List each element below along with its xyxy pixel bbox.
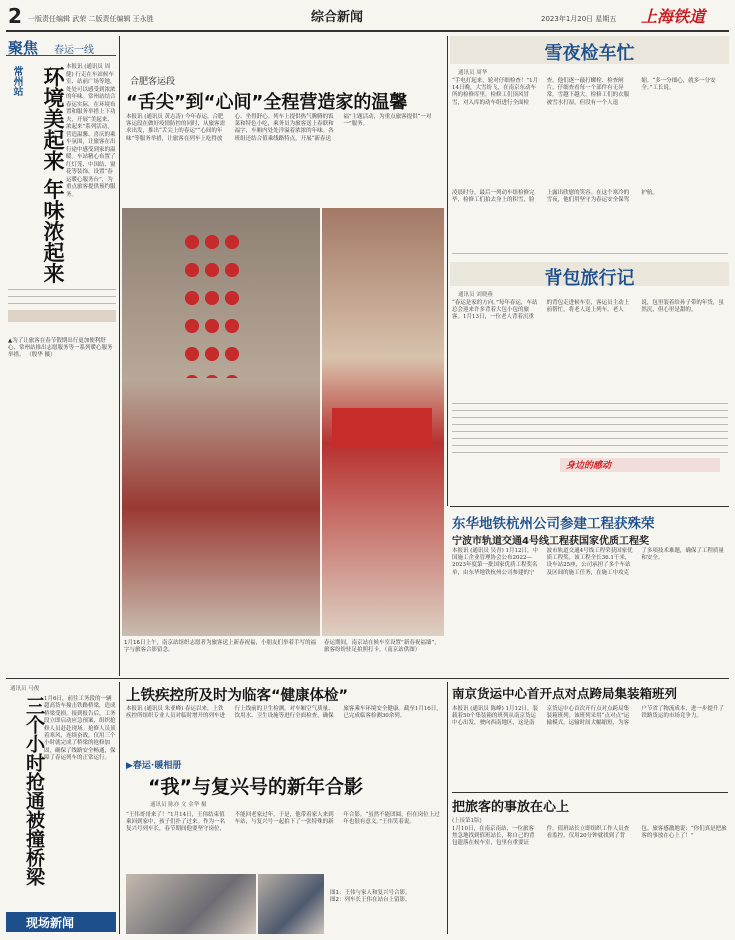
- snow-body-filler: [452, 250, 728, 256]
- backpack-body-filler: [452, 400, 728, 456]
- focus-label: 聚焦: [8, 39, 39, 57]
- page-header: [6, 4, 729, 28]
- backpack-byline: 通讯员 刘晓燕: [458, 292, 493, 298]
- focus-sublabel: 春运一线: [54, 45, 94, 56]
- lantern-decoration: [182, 228, 242, 378]
- header-date: 2023年1月20日 星期五: [541, 15, 617, 23]
- snow-body: “手电打起来，轮对仔细检查！”1月14日晚，大雪纷飞，在南京东动车所的检修库里，检修工们顶风冒雪，对入库的动车组进行全面检查。他们逐一敲打螺栓、检查闸片，仔细查看每一个部件有无异常。雪越下越大，检修工们的衣服被雪水打湿，但没有一个人退缩。“多一分细心，就多一分安全。”工长说。: [452, 78, 716, 106]
- snow-headline: 雪夜检车忙: [450, 36, 729, 64]
- snow-body-2: 凌晨时分，最后一列动车组检修完毕，检修工们拍去身上的积雪，脸上露出欣慰的笑容。在这个寒冷的雪夜，他们用坚守为春运安全保驾护航。: [452, 190, 658, 204]
- warm-byline: (上接第1版): [452, 818, 482, 824]
- column-rule-4: [447, 682, 448, 934]
- nanjing-body: 本报讯 (通讯员 陈峰) 1月12日，装载着50个集装箱的班列从南京货运中心出发，驶向西南地区，这是南京货运中心首次开行点对点跨局集装箱班列。该班列采用“点对点”运输模式，运输时间大幅缩短，为客户节省了物流成本，进一步提升了铁路货运的市场竞争力。: [452, 706, 724, 727]
- photo-caption-left: 1月16日上午，南京站组织志愿者为旅客送上新春祝福，小朋友们举着手写的福字与旅客合影留念。: [124, 640, 317, 653]
- column-rule-1: [119, 36, 120, 676]
- fuxing-kicker: ▶春运·暖相册: [126, 761, 182, 771]
- section-title: 综合新闻: [311, 10, 364, 25]
- field-news-banner: [6, 912, 116, 932]
- photo-caption-right: 春运期间，南京站在候车室设置“新春祝福墙”，旅客纷纷驻足拍照打卡。（南京站供图）: [324, 640, 440, 653]
- east-headline: 东华地铁杭州公司参建工程获殊荣: [452, 516, 655, 532]
- header-rule: [6, 30, 729, 32]
- article1-body: 本报讯 (通讯员 黄志涛) 今年春运，合肥客运段在做好疫情防控的同时，从旅客需求出发，推出“舌尖上的春运”“心间的年味”等服务举措，让旅客在列车上吃得放心、坐得舒心。列车上提供热气腾腾的饭菜和特色小吃，乘务员为旅客送上春联和福字，车厢内处处洋溢着浓浓的年味。各班组还结合值乘线路特点，开展“新春送福”主题活动，为重点旅客提供“一对一”服务。: [126, 114, 432, 142]
- nanjing-rule: [452, 792, 728, 793]
- touching-column-label: 身边的感动: [560, 458, 720, 472]
- focus-banner: [6, 36, 116, 56]
- focus-body: 本报讯 (通讯员 周健) 行走在车站候车室、站前广场等地，处处可以感受到浓浓的年味。常州站结合春运实际，在环境布置和服务举措上下功夫，开展“美起来、浓起来”系列活动，营造温馨、喜庆的乘车氛围，让旅客在出行途中感受到家的温暖。车站精心布置了红灯笼、中国结、窗花等装饰，设置“春运暖心服务台”，为重点旅客提供预约服务。: [66, 64, 116, 198]
- fuxing-caption: 图1：王伟与家人和复兴号合影。 图2：列车长王伟在站台上留影。: [330, 890, 411, 903]
- shangtie-body: 本报讯 (通讯员 朱亚峰) 春运以来，上铁疾控所组织专业人员对临时增开的列车进行上线前的卫生检测，对车厢空气质量、饮用水、卫生设施等进行全面检查，确保旅客乘车环境安全健康。截至1月16日，已完成临客检测30余列。: [126, 706, 442, 720]
- focus-body-continued: [8, 286, 116, 306]
- header-editors: 一版责任编辑 武荣 二版责任编辑 王永胜: [28, 15, 154, 23]
- article1-kicker: 合肥客运段: [130, 77, 176, 87]
- article1-headline: “舌尖”到“心间”全程营造家的温馨: [126, 92, 408, 113]
- nanjing-headline: 南京货运中心首开点对点跨局集装箱班列: [452, 686, 678, 701]
- fuxing-body: “王伟哥哥来了！”1月14日，王伟结束值乘回到家中，孩子们扑了过来。作为一名复兴号列车长，春节期间他要坚守岗位，不能回老家过年。于是，他带着家人来到车站，与复兴号一起拍下了一张特殊的新年合影。“虽然不能团圆，但在岗位上过年也很有意义。”王伟笑着说。: [126, 812, 440, 833]
- backpack-headline: 背包旅行记: [450, 262, 729, 286]
- focus-headline: 环境美起来 年味浓起来: [41, 66, 65, 284]
- east-top-rule: [450, 506, 729, 507]
- warm-headline: 把旅客的事放在心上: [452, 800, 570, 815]
- three-hours-byline: 通讯员 马俊: [10, 686, 40, 692]
- fuxing-headline: “我”与复兴号的新年合影: [148, 776, 363, 798]
- page-number: 2: [8, 4, 22, 28]
- column-rule-2: [447, 36, 448, 506]
- fu-scroll-decoration: [332, 408, 432, 448]
- snow-byline: 通讯员 周华: [458, 70, 488, 76]
- fuxing-photo-1: [126, 874, 256, 934]
- backpack-body: “春运是家的方向。”每年春运，车站总会迎来许多背着大包小包的旅客。1月13日，一位老人背着沉重的背包走进候车室，客运员主动上前帮忙，将老人送上列车。老人说，包里装着给孙子带的年货，虽然沉，但心里是甜的。: [452, 300, 724, 321]
- station-tag: 常州站: [11, 66, 22, 96]
- warm-body: 1月10日，在南京南站，一位旅客焦急地找到值班站长，称自己的背包遗落在候车室，包里有重要证件。值班站长立即组织工作人员查看监控，仅用20分钟就找到了背包。旅客感激地说：“你们真是把旅客的事放在心上了！”: [452, 826, 727, 847]
- photo-left: [122, 208, 320, 636]
- focus-caption: ▲为了让旅客在春节假期出行更加便利舒心，常州站推出志愿服务等一系列暖心服务举措。 （殷华 摄）: [8, 338, 113, 358]
- three-hours-headline: 三个小时抢通被撞桥梁: [23, 696, 45, 886]
- east-body: 本报讯 (通讯员 吴青) 1月12日，中国施工企业管理协会公布2022—2023年度第一批国家优质工程奖名单，由东华地铁杭州公司参建的宁波市轨道交通4号线工程荣获国家优质工程奖。该工程全长36.1千米，设车站25座，公司承担了多个车站及区间的施工任务，在施工中攻克了多项技术难题，确保了工程质量和安全。: [452, 548, 724, 576]
- focus-photo: [8, 310, 116, 322]
- photo-right: [322, 208, 444, 636]
- masthead-logo: 上海铁道: [641, 7, 706, 26]
- shangtie-headline: 上铁疾控所及时为临客“健康体检”: [126, 688, 349, 704]
- fuxing-photo-2: [258, 874, 324, 934]
- column-rule-3: [119, 682, 120, 934]
- mid-rule: [6, 678, 729, 679]
- field-news-label: 现场新闻: [26, 916, 75, 930]
- east-subhead: 宁波市轨道交通4号线工程获国家优质工程奖: [452, 536, 649, 547]
- three-hours-body: 1月6日，前往工务段的一辆超高货车撞击铁路桥梁，造成桥梁受损。接到报告后，工务段立即启动应急预案，组织抢修人员赶赴现场。抢修人员顶着寒风，连续奋战，仅用三个小时就完成了桥梁的抢修加固，确保了线路安全畅通，保障了春运列车的正常运行。: [44, 696, 116, 762]
- fuxing-byline: 通讯员 陈亦 文 金华 摄: [150, 802, 207, 808]
